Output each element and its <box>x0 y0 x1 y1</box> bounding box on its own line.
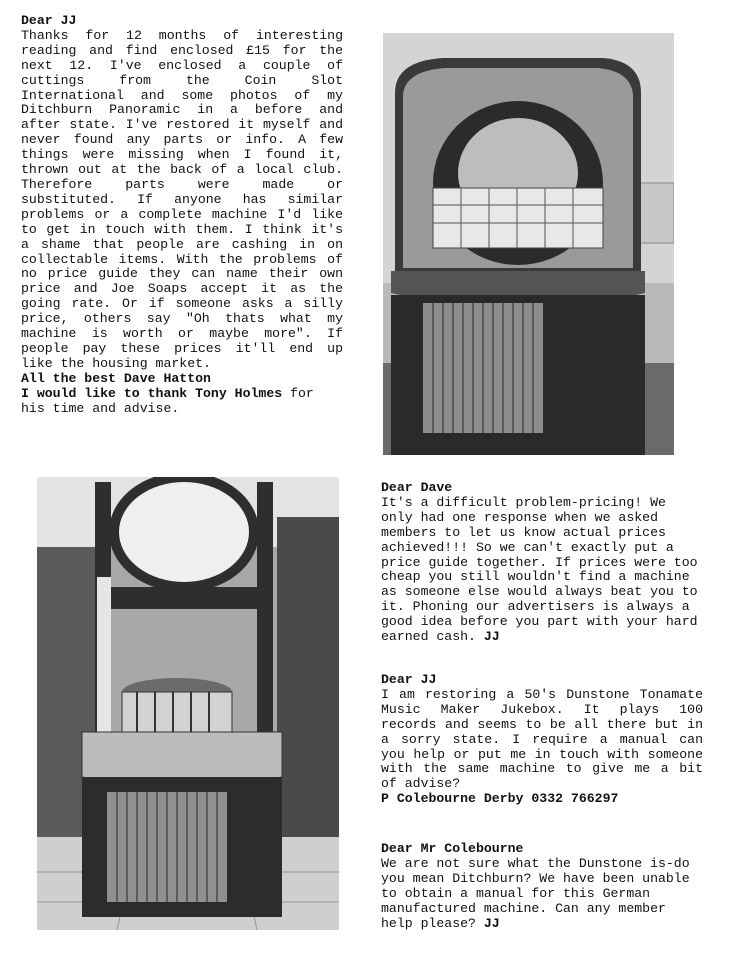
photo-restored-jukebox <box>383 33 674 455</box>
reply-body: It's a difficult problem-pricing! We only had one response when we asked members to let us know actual prices achieved!!! So we can't exactly put a price guide together. If prices were too cheap you still wouldn't find a machine as someone else would always beat you to it. Phoning our advertisers is always a good idea before you part with your hard earned cash. <box>381 494 698 645</box>
letter-dave-hatton <box>21 14 343 416</box>
reply-sign: JJ <box>483 915 500 931</box>
reply-to-colebourne <box>381 842 703 931</box>
reply-sign: JJ <box>483 629 500 645</box>
letter-thanks-bold: I would like to thank Tony Holmes <box>21 385 283 401</box>
letter-body: I am restoring a 50's Dunstone Tonamate Music Maker Jukebox. It plays 100 records and seems to be all there but in a sorry state. I require a manual can you help or put me in touch with someone with the same machine to give me a bit of advise? <box>381 686 703 792</box>
reply-body: We are not sure what the Dunstone is-do you mean Ditchburn? We have been unable to obtain a manual for this German manufactured machine. Can any member help please? <box>381 855 690 931</box>
letter-salutation: Dear JJ <box>21 13 77 28</box>
letter-colebourne <box>381 673 703 807</box>
letter-thanks-rest: for his time and advise. <box>21 385 314 416</box>
letter-salutation: Dear JJ <box>381 672 437 687</box>
reply-to-dave <box>381 481 703 645</box>
letter-body: Thanks for 12 months of interesting reading and find enclosed £15 for the next 12. I've enclosed a couple of cuttings from the Coin Slot International and some photos of my Ditchburn Panoramic in a before and after state. I've restored it myself and never found any parts or info. A few things were missing when I found it, thrown out at the back of a local club. Therefore parts were made or substituted. If anyone has similar problems or a complete machine I'd like to get in touch with them. I think it's a shame that people are cashing in on collectable items. With the problems of no price guide they can name their own price and Joe Soaps accept it as the going rate. Or if someone asks a silly price, others say "Oh thats what my machine is worth or maybe more". If people pay these prices it'll end up like the housing market. <box>21 27 343 371</box>
reply-salutation: Dear Dave <box>381 480 453 495</box>
letter-signoff: P Colebourne Derby 0332 766297 <box>381 791 619 807</box>
reply-salutation: Dear Mr Colebourne <box>381 841 524 856</box>
letter-signoff: All the best Dave Hatton <box>21 370 211 386</box>
photo-jukebox-before <box>37 477 339 930</box>
